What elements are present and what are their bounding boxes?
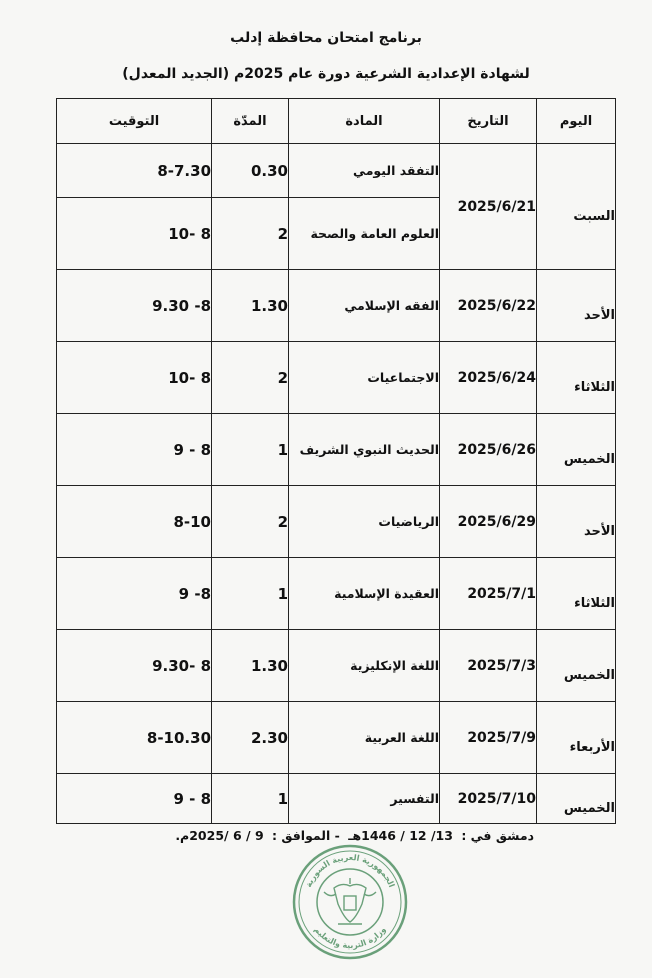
footer-label: دمشق في :: [461, 828, 534, 843]
table-row: [57, 342, 616, 414]
date-footer: [171, 828, 534, 843]
subject-cell: العلوم العامة والصحة: [289, 198, 440, 270]
day-cell: الثلاثاء: [537, 342, 616, 414]
day-cell: الأحد: [537, 486, 616, 558]
date-cell: 2025/7/9: [440, 702, 537, 774]
subject-cell: التفسير: [289, 774, 440, 824]
duration-cell: 2: [212, 342, 289, 414]
ministry-seal-icon: [290, 842, 410, 962]
time-cell: 8 -10: [57, 198, 212, 270]
time-cell: 8-10.30: [57, 702, 212, 774]
table-row: [57, 144, 616, 198]
time-cell: 8 - 9: [57, 414, 212, 486]
column-header-subject: المادة: [289, 99, 440, 144]
duration-cell: 1: [212, 558, 289, 630]
table-row: [57, 558, 616, 630]
day-cell: الأحد: [537, 270, 616, 342]
seal-text-bottom: وزارة التربية والتعليم: [312, 925, 388, 951]
day-cell: الخميس: [537, 774, 616, 824]
column-header-day: اليوم: [537, 99, 616, 144]
duration-cell: 2: [212, 486, 289, 558]
day-cell: الثلاثاء: [537, 558, 616, 630]
subject-cell: الاجتماعيات: [289, 342, 440, 414]
table-row: [57, 702, 616, 774]
date-cell: 2025/6/24: [440, 342, 537, 414]
duration-cell: 1.30: [212, 630, 289, 702]
time-cell: 8- 9.30: [57, 270, 212, 342]
day-cell: الخميس: [537, 630, 616, 702]
day-cell: السبت: [537, 144, 616, 270]
table-row: [57, 486, 616, 558]
subject-cell: الحديث النبوي الشريف: [289, 414, 440, 486]
table-row: [57, 630, 616, 702]
seal-text-top: الجمهورية العربية السورية: [303, 852, 397, 889]
date-cell: 2025/6/26: [440, 414, 537, 486]
duration-cell: 1.30: [212, 270, 289, 342]
duration-cell: 0.30: [212, 144, 289, 198]
subject-cell: الرياضيات: [289, 486, 440, 558]
subject-cell: الفقه الإسلامي: [289, 270, 440, 342]
column-header-duration: المدّة: [212, 99, 289, 144]
page-subtitle: لشهادة الإعدادية الشرعية دورة عام 2025م (الجديد المعدل): [122, 66, 530, 82]
subject-cell: اللغة العربية: [289, 702, 440, 774]
date-cell: 2025/7/3: [440, 630, 537, 702]
date-cell: 2025/6/21: [440, 144, 537, 270]
time-cell: 8 -9.30: [57, 630, 212, 702]
time-cell: 8- 9: [57, 558, 212, 630]
duration-cell: 1: [212, 414, 289, 486]
exam-schedule-table: [56, 98, 616, 824]
table-row: [57, 414, 616, 486]
page-title: برنامج امتحان محافظة إدلب: [230, 30, 422, 46]
footer-separator: - الموافق :: [272, 828, 340, 843]
duration-cell: 2.30: [212, 702, 289, 774]
subject-cell: العقيدة الإسلامية: [289, 558, 440, 630]
day-cell: الخميس: [537, 414, 616, 486]
svg-text:وزارة التربية والتعليم: [312, 925, 387, 950]
time-cell: 8 - 9: [57, 774, 212, 824]
subject-cell: التفقد اليومي: [289, 144, 440, 198]
table-row: [57, 270, 616, 342]
duration-cell: 1: [212, 774, 289, 824]
column-header-date: التاريخ: [440, 99, 537, 144]
date-cell: 2025/6/29: [440, 486, 537, 558]
column-header-time: التوقيت: [57, 99, 212, 144]
time-cell: 8-7.30: [57, 144, 212, 198]
table-header-row: [57, 99, 616, 144]
date-cell: 2025/6/22: [440, 270, 537, 342]
table-row: [57, 774, 616, 824]
date-cell: 2025/7/10: [440, 774, 537, 824]
gregorian-date: 9 / 6 /2025م.: [175, 828, 264, 843]
date-cell: 2025/7/1: [440, 558, 537, 630]
hijri-date: 13/ 12 / 1446هـ: [348, 828, 453, 843]
day-cell: الأربعاء: [537, 702, 616, 774]
time-cell: 8 -10: [57, 342, 212, 414]
time-cell: 8-10: [57, 486, 212, 558]
subject-cell: اللغة الإنكليزية: [289, 630, 440, 702]
duration-cell: 2: [212, 198, 289, 270]
